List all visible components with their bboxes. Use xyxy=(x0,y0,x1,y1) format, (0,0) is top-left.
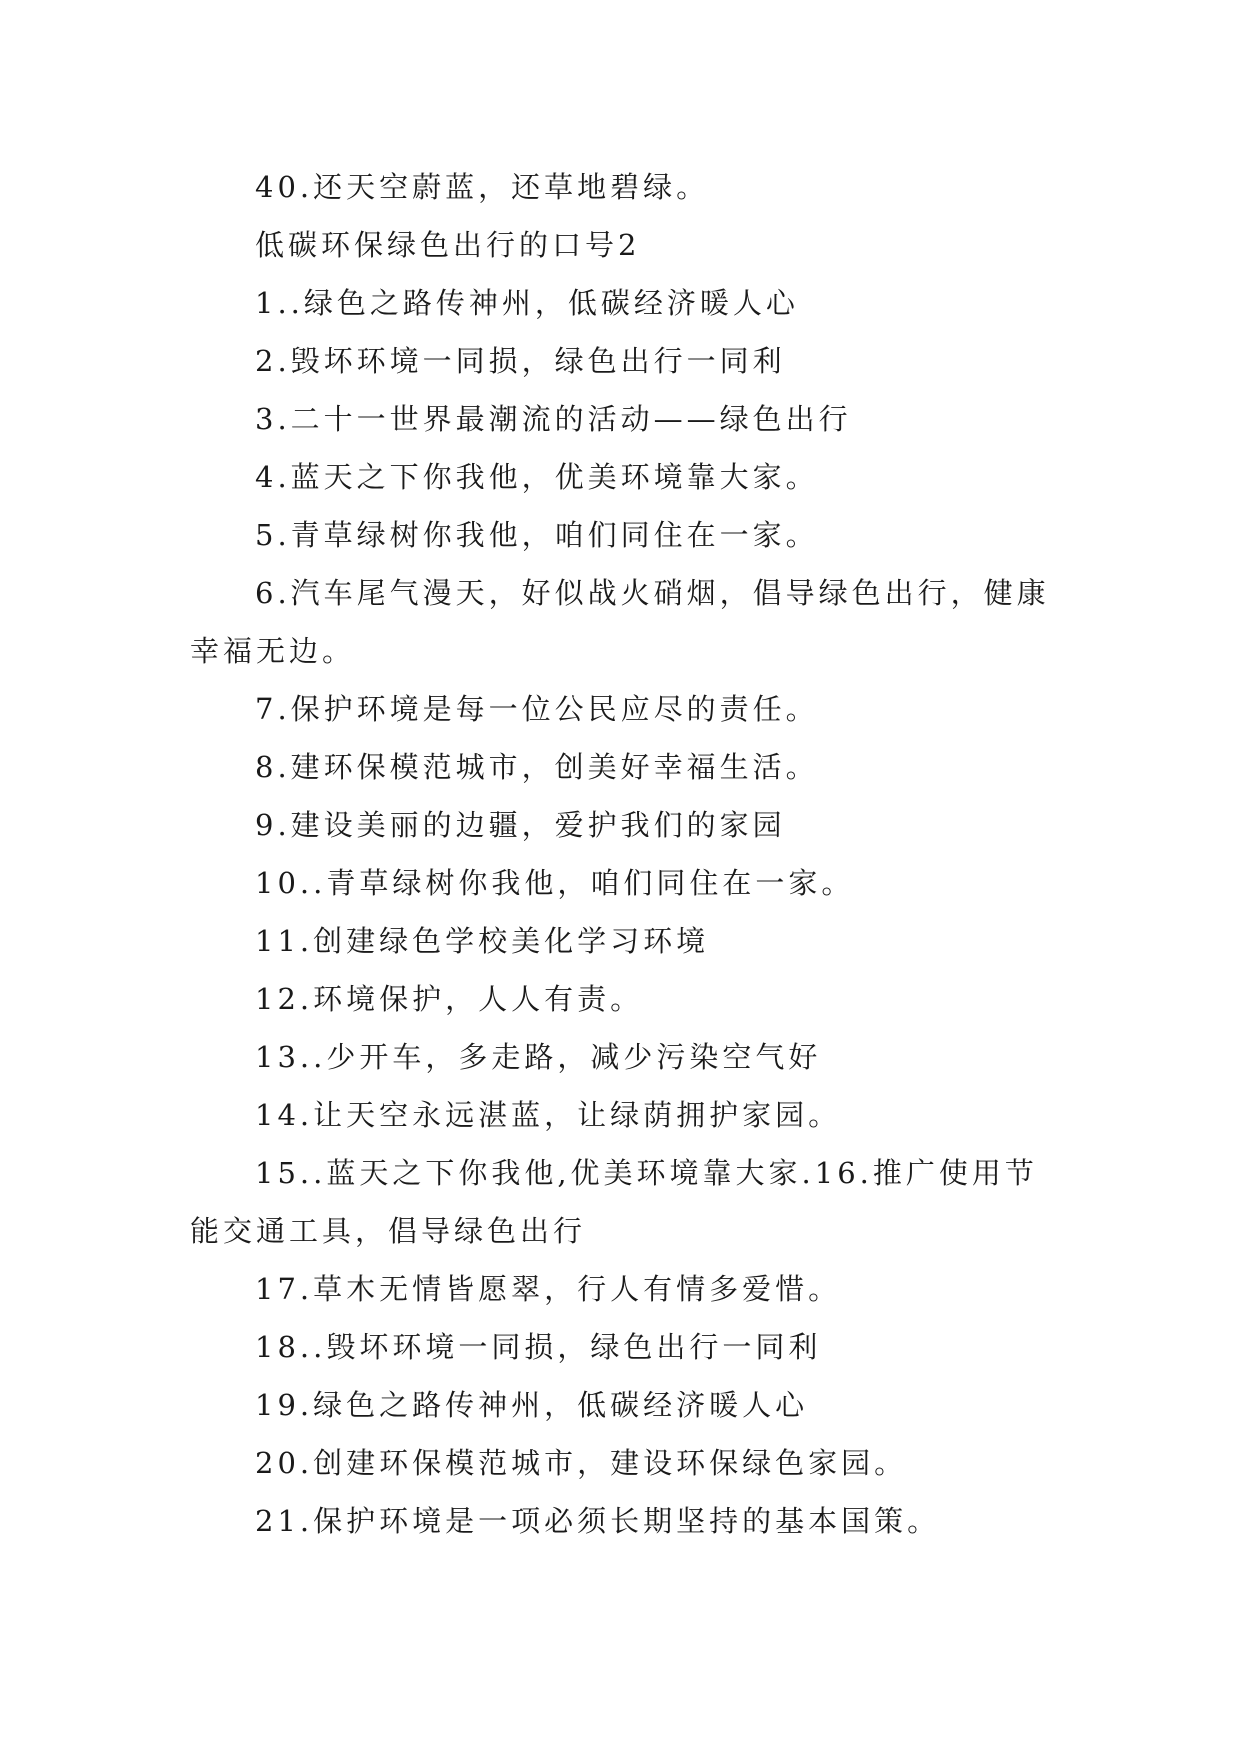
paragraph: 15..蓝天之下你我他,优美环境靠大家.16.推广使用节能交通工具，倡导绿色出行 xyxy=(190,1156,1038,1248)
paragraph: 9.建设美丽的边疆，爱护我们的家园 xyxy=(255,808,786,842)
paragraph: 18..毁坏环境一同损，绿色出行一同利 xyxy=(255,1330,822,1364)
paragraph: 14.让天空永远湛蓝，让绿荫拥护家园。 xyxy=(255,1098,842,1132)
paragraph: 21.保护环境是一项必须长期坚持的基本国策。 xyxy=(255,1504,941,1538)
document-body xyxy=(190,158,1050,1550)
paragraph: 10..青草绿树你我他，咱们同住在一家。 xyxy=(255,866,855,900)
paragraph: 11.创建绿色学校美化学习环境 xyxy=(255,924,710,958)
paragraph: 20.创建环保模范城市，建设环保绿色家园。 xyxy=(255,1446,908,1480)
paragraph: 3.二十一世界最潮流的活动——绿色出行 xyxy=(255,402,852,436)
paragraph: 2.毁坏环境一同损，绿色出行一同利 xyxy=(255,344,786,378)
paragraph: 1..绿色之路传神州，低碳经济暖人心 xyxy=(255,286,799,320)
section-heading: 低碳环保绿色出行的口号2 xyxy=(255,228,641,262)
paragraph: 7.保护环境是每一位公民应尽的责任。 xyxy=(255,692,819,726)
paragraph: 12.环境保护，人人有责。 xyxy=(255,982,644,1016)
paragraph: 8.建环保模范城市，创美好幸福生活。 xyxy=(255,750,819,784)
paragraph: 4.蓝天之下你我他，优美环境靠大家。 xyxy=(255,460,819,494)
paragraph: 19.绿色之路传神州，低碳经济暖人心 xyxy=(255,1388,809,1422)
paragraph: 6.汽车尾气漫天，好似战火硝烟，倡导绿色出行，健康幸福无边。 xyxy=(190,576,1050,668)
paragraph: 17.草木无情皆愿翠，行人有情多爱惜。 xyxy=(255,1272,842,1306)
paragraph: 40.还天空蔚蓝，还草地碧绿。 xyxy=(255,170,710,204)
paragraph: 13..少开车，多走路，减少污染空气好 xyxy=(255,1040,822,1074)
paragraph: 5.青草绿树你我他，咱们同住在一家。 xyxy=(255,518,819,552)
